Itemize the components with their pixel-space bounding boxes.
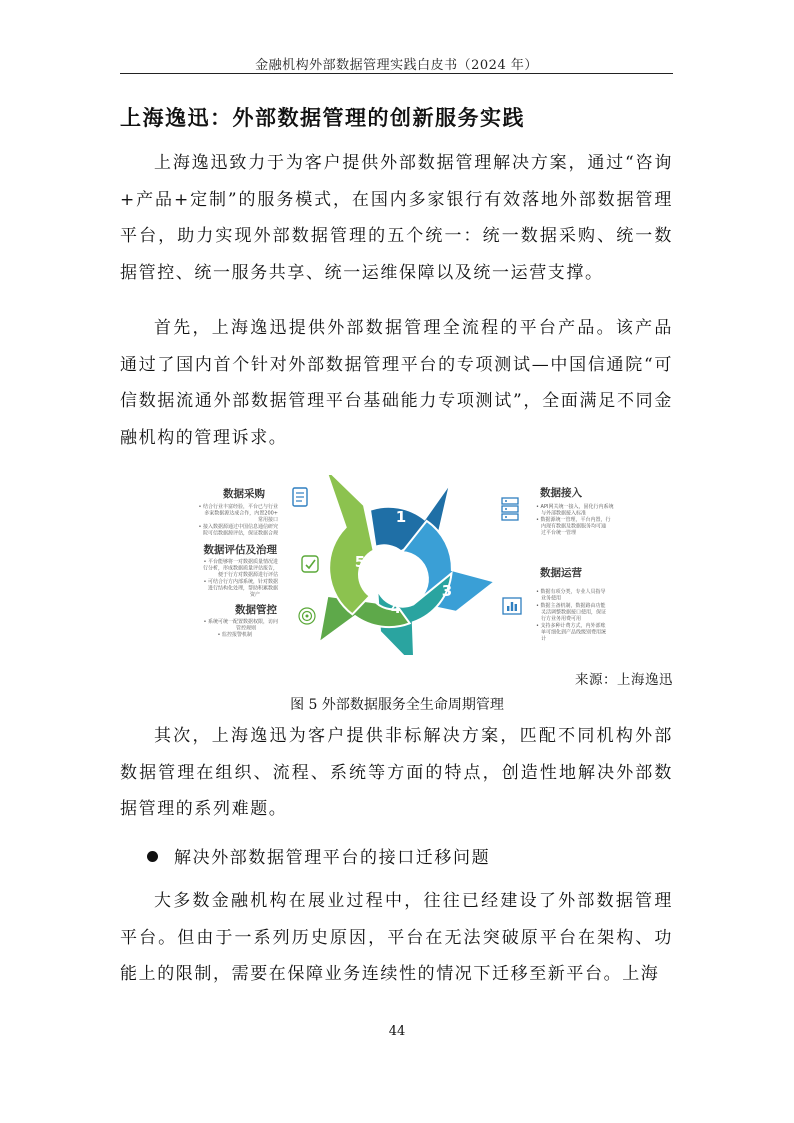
block-title: 数据运营 [540, 567, 582, 579]
block-line: • 数据主备机制，数据路由功能 [536, 603, 606, 609]
block-line: 行分析，形成数据质量评估报告， [202, 565, 278, 572]
block-line: 内现有数据及数据服务均可通 [541, 523, 607, 530]
lifecycle-ring [319, 475, 495, 655]
block-line: 多家数据源达成合作，内置200+ [204, 510, 278, 517]
block-line: • 结合行业丰富经验，平台已与行业 [198, 504, 278, 510]
paragraph-second: 其次，上海逸迅为客户提供非标解决方案，匹配不同机构外部数据管理在组织、流程、系统等方面的特点，创造性地解决外部数据管理的系列难题。 [120, 726, 673, 819]
header-rule [120, 73, 673, 74]
paragraph-first: 首先，上海逸迅提供外部数据管理全流程的平台产品。该产品通过了国内首个针对外部数据管理平台的专项测试—中国信通院“可信数据流通外部数据管理平台基础能力专项测试”，全面满足不同金融机构的管理诉求。 [120, 318, 673, 448]
block-title: 数据接入 [540, 487, 582, 499]
section-title: 上海逸迅：外部数据管理的创新服务实践 [120, 106, 525, 130]
block-line: • API网关统一接入，固化行内系统 [536, 504, 614, 510]
block-line: 资产 [249, 592, 260, 598]
right-block-operation [536, 566, 606, 642]
block-line: 行方业务用费可用 [541, 616, 582, 622]
cycle-number: 1 [395, 508, 407, 526]
cycle-number: 4 [390, 599, 402, 617]
bullet-dot-icon [147, 851, 158, 862]
server-icon [502, 498, 518, 520]
block-line: 灵活调整数据接口使用，保证 [541, 609, 607, 616]
block-line: • 系统可统一配置数据权限，访问 [203, 619, 278, 625]
cycle-number: 3 [441, 582, 453, 600]
block-line: • 接入数据源通过中国信息通信研究 [198, 524, 278, 530]
bullet-text: 解决外部数据管理平台的接口迁移问题 [174, 848, 491, 868]
target-icon [299, 608, 315, 624]
left-block-procurement [198, 487, 278, 537]
running-header: 金融机构外部数据管理实践白皮书（2024 年） [255, 58, 538, 73]
block-line: • 监控报警机制 [217, 632, 252, 638]
block-title: 数据采购 [223, 488, 265, 500]
block-line: • 数据有项分类，专业人员指导 [536, 589, 606, 595]
left-block-evaluation [203, 543, 278, 598]
block-line: 过平台统一管理 [541, 530, 577, 536]
paragraph-intro: 上海逸迅致力于为客户提供外部数据管理解决方案，通过“咨询+产品+定制”的服务模式，在国内多家银行有效落地外部数据管理平台，助力实现外部数据管理的五个统一：统一数据采购、统一数据管控、统一服务共享、统一运维保障以及统一运营支撑。 [120, 153, 673, 283]
edit-check-icon [302, 556, 318, 572]
block-line: 管控规则 [235, 625, 256, 632]
block-line: 与外部数据接入标准 [541, 510, 587, 517]
page-number: 44 [388, 1024, 406, 1039]
bar-chart-icon [503, 598, 521, 614]
block-title: 数据管控 [235, 604, 277, 616]
bullet-item [147, 843, 490, 868]
block-line: • 数据源统一管理，平台内置，行 [536, 517, 611, 523]
block-line: • 平台能够将一对数据质量情况进 [203, 559, 278, 565]
block-line: 便于行方对数据源进行评估 [217, 572, 278, 578]
block-line: 单可细化到产品线级别费用统 [541, 629, 607, 636]
block-line: 计 [541, 636, 547, 642]
block-line: • 支持多种计费方式，内外部账 [536, 623, 606, 629]
block-line: 常用接口 [257, 517, 278, 523]
paragraph-migration: 大多数金融机构在展业过程中，往往已经建设了外部数据管理平台。但由于一系列历史原因，平台在无法突破原平台在架构、功能上的限制，需要在保障业务连续性的情况下迁移至新平台。上海 [120, 891, 673, 984]
block-title: 数据评估及治理 [203, 544, 277, 556]
cycle-number: 5 [354, 553, 366, 571]
lifecycle-figure [160, 475, 640, 655]
cycle-segment-5 [325, 475, 374, 614]
block-line: 业务使用 [541, 595, 562, 602]
block-line: 院可信数据源评估，保证数据合规 [202, 530, 278, 537]
figure-caption: 图 5 外部数据服务全生命周期管理 [290, 697, 504, 713]
left-block-control [203, 603, 278, 638]
figure-source: 来源：上海逸迅 [575, 672, 673, 688]
block-line: • 可结合行方内部系统，针对数据 [203, 579, 278, 585]
right-block-access [536, 486, 613, 536]
document-icon [293, 488, 307, 506]
cycle-number: 2 [448, 533, 460, 551]
block-line: 进行结构化处理，帮助积累数据 [207, 585, 278, 592]
